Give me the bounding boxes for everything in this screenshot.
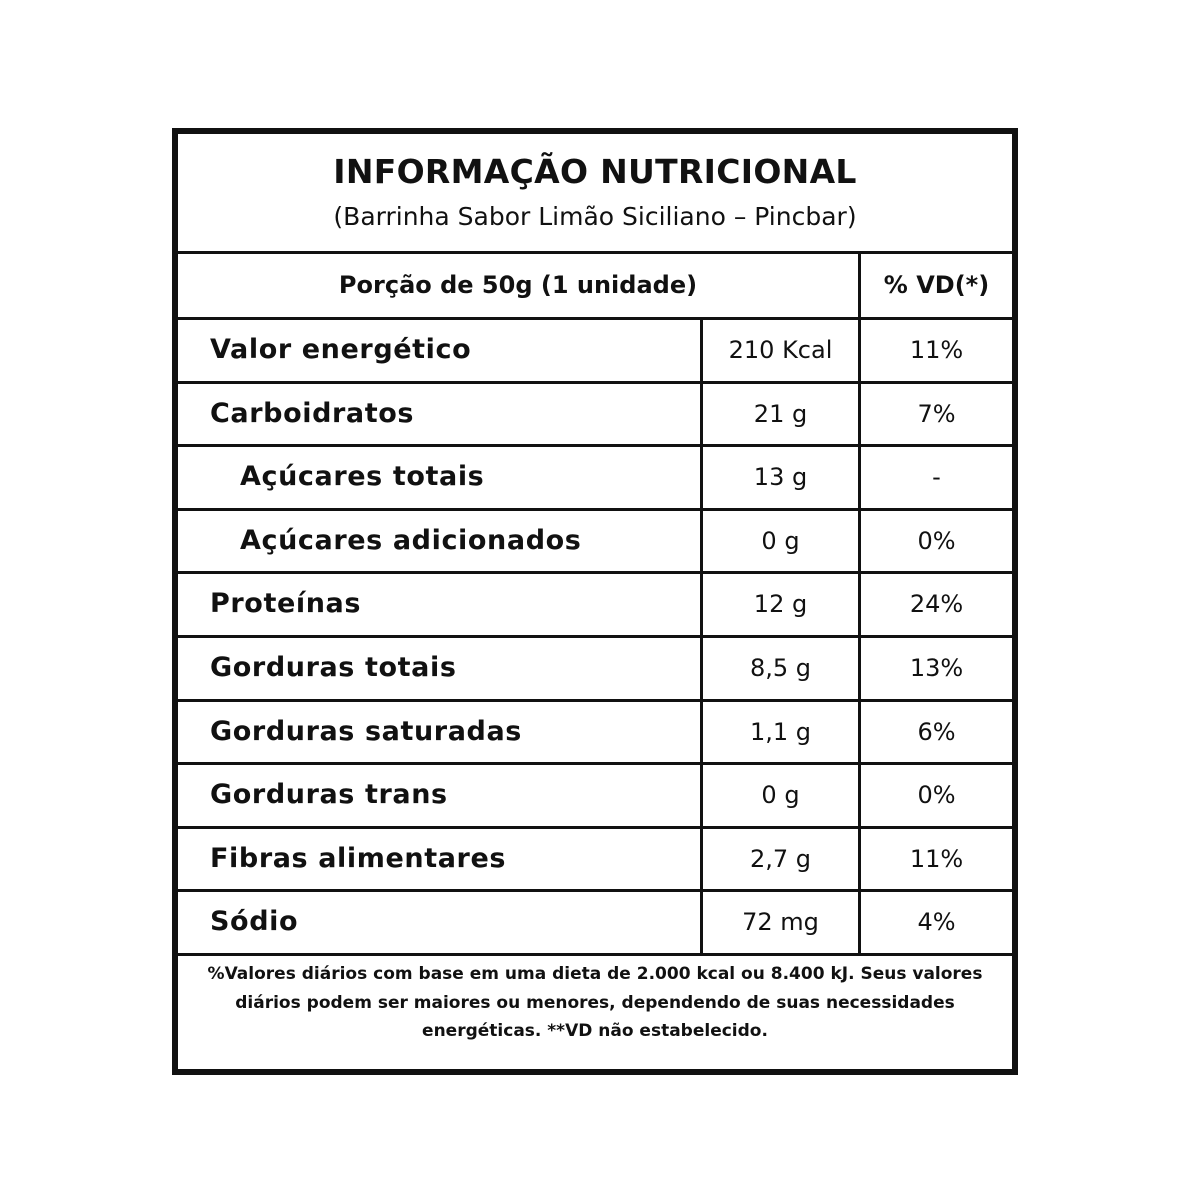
nutrient-name: Proteínas — [210, 588, 362, 620]
nutrient-amount: 72 mg — [742, 908, 819, 937]
nutrient-amount: 210 Kcal — [728, 336, 833, 364]
nutrient-amount: 0 g — [761, 781, 800, 810]
nutrient-vd: 24% — [909, 590, 964, 619]
nutrient-name: Açúcares totais — [240, 461, 485, 493]
nutrition-facts-label — [172, 128, 1018, 1075]
nutrient-name: Valor energético — [210, 334, 472, 365]
nutrient-vd: 0% — [917, 781, 956, 810]
table-row — [178, 574, 1012, 638]
table-row — [178, 638, 1012, 702]
nutrient-name: Gorduras saturadas — [210, 715, 522, 747]
nutrient-vd: 6% — [917, 717, 956, 746]
nutrient-name: Fibras alimentares — [210, 842, 507, 874]
portion-size: Porção de 50g (1 unidade) — [338, 271, 698, 299]
nutrient-vd: - — [932, 463, 941, 492]
table-row — [178, 320, 1012, 384]
table-row — [178, 511, 1012, 575]
nutrient-vd: 4% — [917, 908, 956, 937]
nutrient-name: Carboidratos — [210, 397, 415, 429]
label-title: INFORMAÇÃO NUTRICIONAL — [333, 152, 857, 191]
table-row — [178, 384, 1012, 448]
nutrient-amount: 1,1 g — [749, 717, 812, 746]
nutrient-vd: 0% — [917, 526, 956, 555]
nutrient-amount: 2,7 g — [749, 844, 812, 873]
nutrient-name: Açúcares adicionados — [240, 524, 582, 556]
table-row — [178, 765, 1012, 829]
table-row — [178, 829, 1012, 893]
nutrient-vd: 7% — [917, 399, 956, 428]
nutrient-name: Gorduras totais — [210, 651, 457, 683]
nutrient-amount: 12 g — [753, 590, 808, 619]
label-subtitle: (Barrinha Sabor Limão Siciliano – Pincbar) — [333, 202, 857, 231]
footnote: %Valores diários com base em uma dieta de 2.000 kcal ou 8.400 kJ. Seus valores diários podem ser maiores ou menores, dependendo de suas necessidades energéticas. **VD não estabelecido. — [207, 964, 983, 1041]
nutrient-vd: 11% — [909, 844, 964, 873]
label-header — [178, 134, 1012, 254]
table-row — [178, 892, 1012, 956]
nutrient-amount: 8,5 g — [749, 653, 812, 682]
nutrient-amount: 0 g — [761, 526, 800, 555]
table-row — [178, 702, 1012, 766]
nutrient-amount: 21 g — [753, 399, 808, 428]
nutrient-name: Sódio — [210, 906, 299, 938]
nutrient-table — [178, 320, 1012, 956]
vd-header: % VD(*) — [883, 271, 990, 299]
nutrient-amount: 13 g — [753, 463, 808, 492]
nutrient-vd: 11% — [909, 336, 964, 364]
table-row — [178, 447, 1012, 511]
portion-row — [178, 254, 1012, 320]
nutrient-name: Gorduras trans — [210, 779, 448, 811]
nutrient-vd: 13% — [909, 653, 964, 682]
